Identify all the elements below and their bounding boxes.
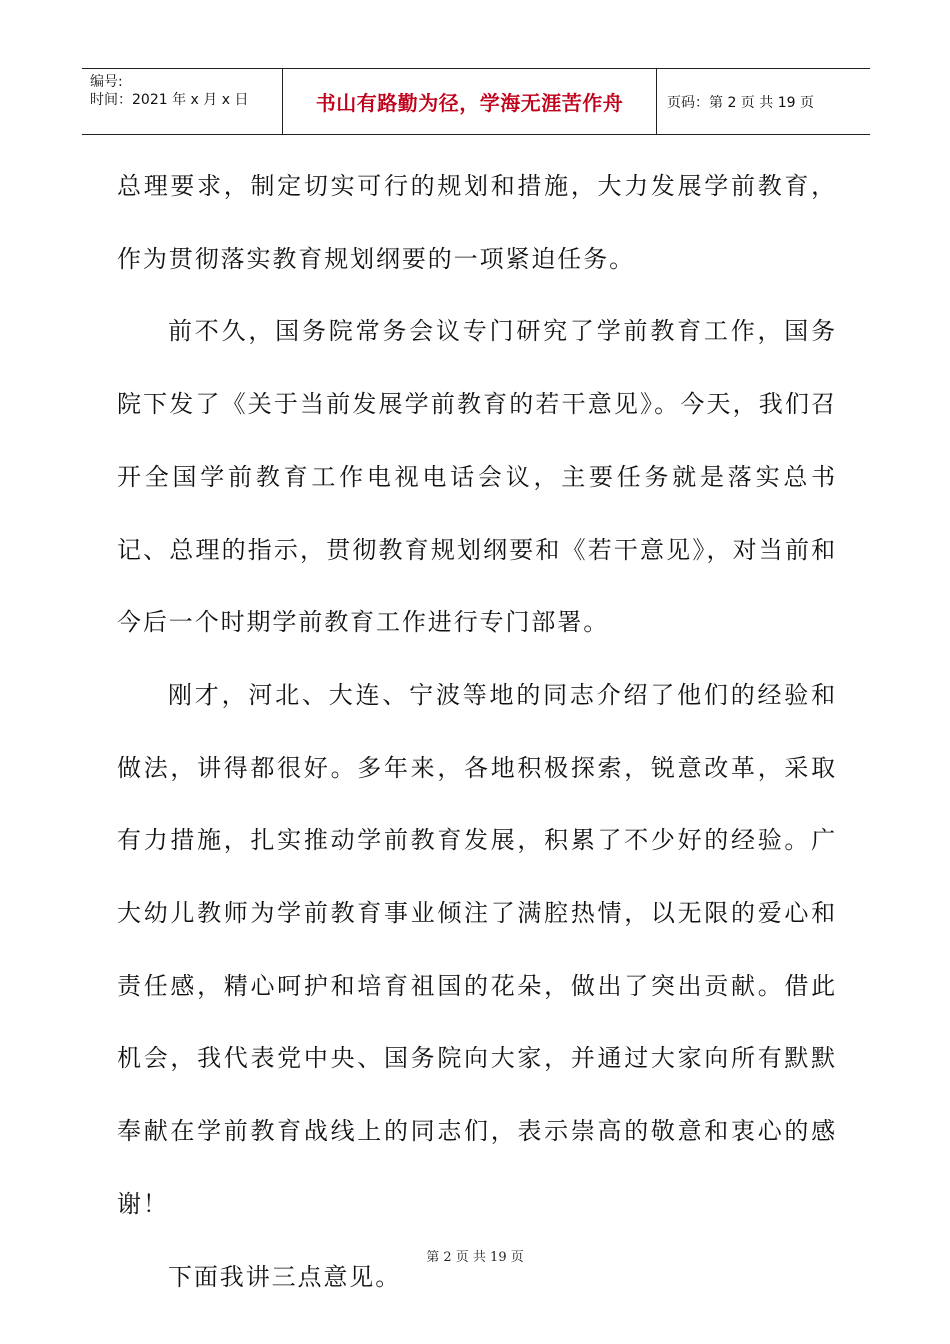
paragraph: 下面我讲三点意见。 — [168, 1262, 402, 1291]
document-time-label: 时间：2021 年 x 月 x 日 — [90, 92, 249, 108]
paragraph: 前不久，国务院常务会议专门研究了学前教育工作，国务院下发了《关于当前发展学前教育的若干意见》。今天，我们召开全国学前教育工作电视电话会议，主要任务就是落实总书记、总理的指示，贯彻教育规划纲要和《若干意见》，对当前和今后一个时期学前教育工作进行专门部署。 — [117, 317, 837, 637]
header-motto-cell — [283, 69, 657, 134]
header-page-cell — [657, 69, 870, 134]
document-number-label: 编号: — [90, 74, 123, 90]
header-motto: 书山有路勤为径，学海无涯苦作舟 — [315, 91, 624, 115]
header-page-info: 页码：第 2 页 共 19 页 — [667, 94, 814, 111]
footer-page-number: 第 2 页 共 19 页 — [426, 1250, 524, 1265]
paragraph: 总理要求，制定切实可行的规划和措施，大力发展学前教育，作为贯彻落实教育规划纲要的一项紧迫任务。 — [117, 172, 837, 273]
document-body — [117, 150, 837, 1313]
header-meta-cell — [82, 69, 283, 134]
page-footer — [0, 1246, 950, 1265]
page-header — [82, 68, 870, 135]
paragraph: 刚才，河北、大连、宁波等地的同志介绍了他们的经验和做法，讲得都很好。多年来，各地积极探索，锐意改革，采取有力措施，扎实推动学前教育发展，积累了不少好的经验。广大幼儿教师为学前教育事业倾注了满腔热情，以无限的爱心和责任感，精心呵护和培育祖国的花朵，做出了突出贡献。借此机会，我代表党中央、国务院向大家，并通过大家向所有默默奉献在学前教育战线上的同志们，表示崇高的敬意和衷心的感谢！ — [117, 680, 837, 1218]
